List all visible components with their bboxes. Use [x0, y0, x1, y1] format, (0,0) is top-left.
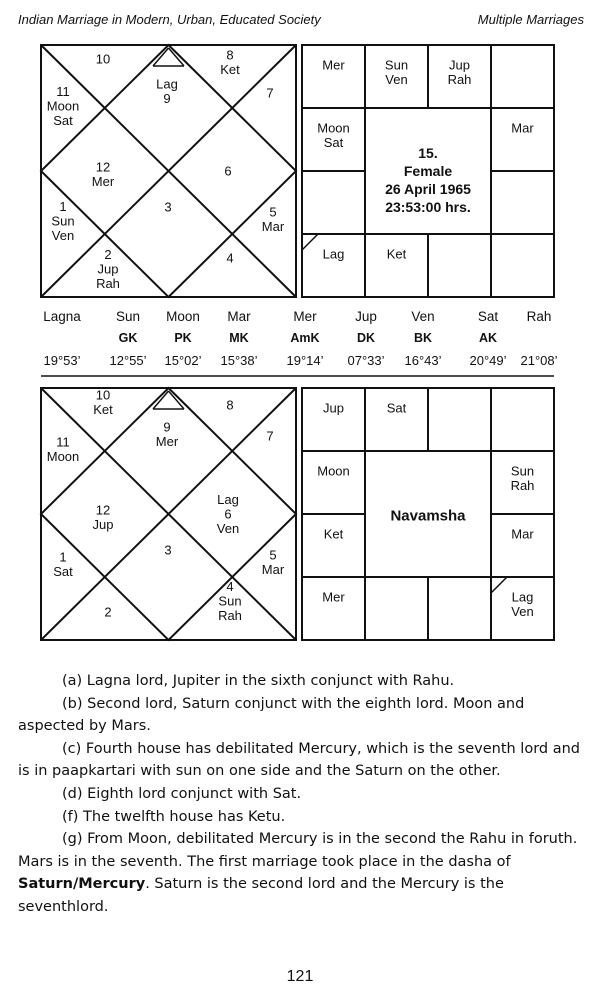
navamsha-south-cell-r0c0: Jup [323, 400, 344, 416]
rasi-south-cell-r3c0: Lag [322, 246, 345, 262]
navamsha-house-2: 2 [104, 604, 112, 620]
planet-degree: 19°14’ [286, 353, 324, 368]
navamsha-south-cell-r2c3: Mar [511, 526, 534, 542]
navamsha-house-4: 4 Sun Rah [218, 579, 242, 624]
rasi-south-center-title: 15. Female 26 April 1965 23:53:00 hrs. [385, 144, 471, 215]
rasi-house-4: 4 [226, 250, 234, 266]
rasi-house-10: 10 [95, 51, 111, 67]
rasi-south-cell-r1c0: Moon Sat [317, 120, 350, 150]
rasi-south-cell-r0c1: Sun Ven [384, 57, 409, 87]
rasi-house-2: 2 Jup Rah [96, 247, 120, 292]
north-chart-navamsha-labels [47, 387, 285, 623]
running-header-title: Indian Marriage in Modern, Urban, Educated Society [18, 12, 321, 27]
navamsha-south-cell-r3c3: Lag Ven [511, 589, 534, 619]
rasi-south-cell-r3c1: Ket [386, 246, 407, 262]
rasi-house-7: 7 [266, 85, 274, 101]
planet-name: Mer [293, 309, 317, 324]
rasi-south-cell-r0c0: Mer [322, 57, 345, 73]
navamsha-house-1: 1 Sat [53, 549, 73, 579]
navamsha-south-cell-r1c0: Moon [317, 463, 350, 479]
navamsha-house-3: 3 [164, 542, 172, 558]
planet-name: Ven [411, 309, 435, 324]
navamsha-south-cell-r3c0: Mer [322, 589, 345, 605]
planet-degree: 12°55’ [109, 353, 147, 368]
planet-degree: 19°53’ [43, 353, 81, 368]
navamsha-house-8: 8 [226, 397, 234, 413]
rasi-house-11: 11 Moon Sat [46, 84, 80, 129]
rasi-house-5: 5 Mar [261, 204, 285, 234]
paragraph-c: (c) Fourth house has debilitated Mercury, which is the seventh lord and is in paapkartari with sun on one side and the Saturn on the other. [18, 740, 580, 780]
planet-name: Mar [227, 309, 251, 324]
navamsha-house-6: Lag 6 Ven [216, 492, 240, 537]
paragraph-g-text-2: . Saturn is the second lord and the Mercury is the seventhlord. [18, 876, 504, 915]
navamsha-house-10: 10 Ket [93, 387, 113, 417]
navamsha-house-5: 5 Mar [261, 547, 285, 577]
paragraph-d: (d) Eighth lord conjunct with Sat. [62, 785, 302, 802]
karaka-label: DK [356, 331, 376, 345]
south-chart-navamsha-labels [317, 401, 534, 619]
rasi-south-cell-r1c3: Mar [511, 120, 534, 136]
karaka-label: BK [413, 331, 433, 345]
rasi-house-1: 1 Sun Ven [51, 199, 75, 244]
navamsha-south-center-title: Navamsha [390, 507, 466, 525]
rasi-house-6: 6 [224, 163, 232, 179]
navamsha-house-9: 9 Mer [155, 419, 179, 449]
running-header-section: Multiple Marriages [477, 12, 584, 27]
planet-name: Lagna [43, 309, 81, 324]
paragraph-g-bold: Saturn/Mercury [18, 876, 146, 893]
rasi-house-12: 12 Mer [91, 159, 115, 189]
south-chart-rasi-lag-marker [302, 234, 318, 250]
rasi-house-8: 8 Ket [220, 47, 240, 77]
planet-degree: 21°08’ [520, 353, 558, 368]
navamsha-house-7: 7 [266, 428, 274, 444]
rasi-house-3: 3 [164, 199, 172, 215]
south-chart-rasi-labels [317, 57, 534, 261]
paragraph-g-text-1: (g) From Moon, debilitated Mercury is in the second the Rahu in foruth. Mars is in the seventh. The first marriage took place in the dasha of [18, 831, 578, 870]
navamsha-south-cell-r0c1: Sat [386, 400, 407, 416]
planet-degree: 15°02’ [164, 353, 202, 368]
navamsha-south-cell-r2c0: Ket [323, 526, 344, 542]
planet-name: Jup [355, 309, 377, 324]
paragraph-f: (f) The twelfth house has Ketu. [62, 808, 286, 825]
paragraph-b: (b) Second lord, Saturn conjunct with the eighth lord. Moon and aspected by Mars. [18, 695, 525, 735]
planet-degree: 15°38’ [220, 353, 258, 368]
rasi-house-9: Lag 9 [156, 76, 178, 106]
paragraph-g [18, 828, 580, 918]
navamsha-house-11: 11 Moon [46, 434, 80, 464]
planet-degree: 20°49’ [469, 353, 507, 368]
south-chart-navamsha-lag-marker [491, 577, 507, 593]
planet-name: Rah [526, 309, 552, 324]
planet-name: Sat [477, 309, 499, 324]
navamsha-south-cell-r1c3: Sun Rah [510, 463, 535, 493]
planet-degree: 07°33’ [347, 353, 385, 368]
planet-degree: 16°43’ [404, 353, 442, 368]
planet-degree-table [41, 309, 558, 376]
navamsha-house-12: 12 Jup [92, 502, 114, 532]
rasi-south-cell-r0c2: Jup Rah [447, 57, 472, 87]
karaka-label: GK [118, 331, 138, 345]
karaka-label: PK [174, 331, 192, 345]
karaka-label: AK [478, 331, 498, 345]
page-number: 121 [286, 968, 314, 985]
body-text [18, 670, 580, 919]
planet-name: Sun [115, 309, 141, 324]
karaka-label: MK [229, 331, 249, 345]
karaka-label: AmK [290, 331, 320, 345]
paragraph-a: (a) Lagna lord, Jupiter in the sixth conjunct with Rahu. [62, 673, 455, 689]
planet-name: Moon [166, 309, 200, 324]
